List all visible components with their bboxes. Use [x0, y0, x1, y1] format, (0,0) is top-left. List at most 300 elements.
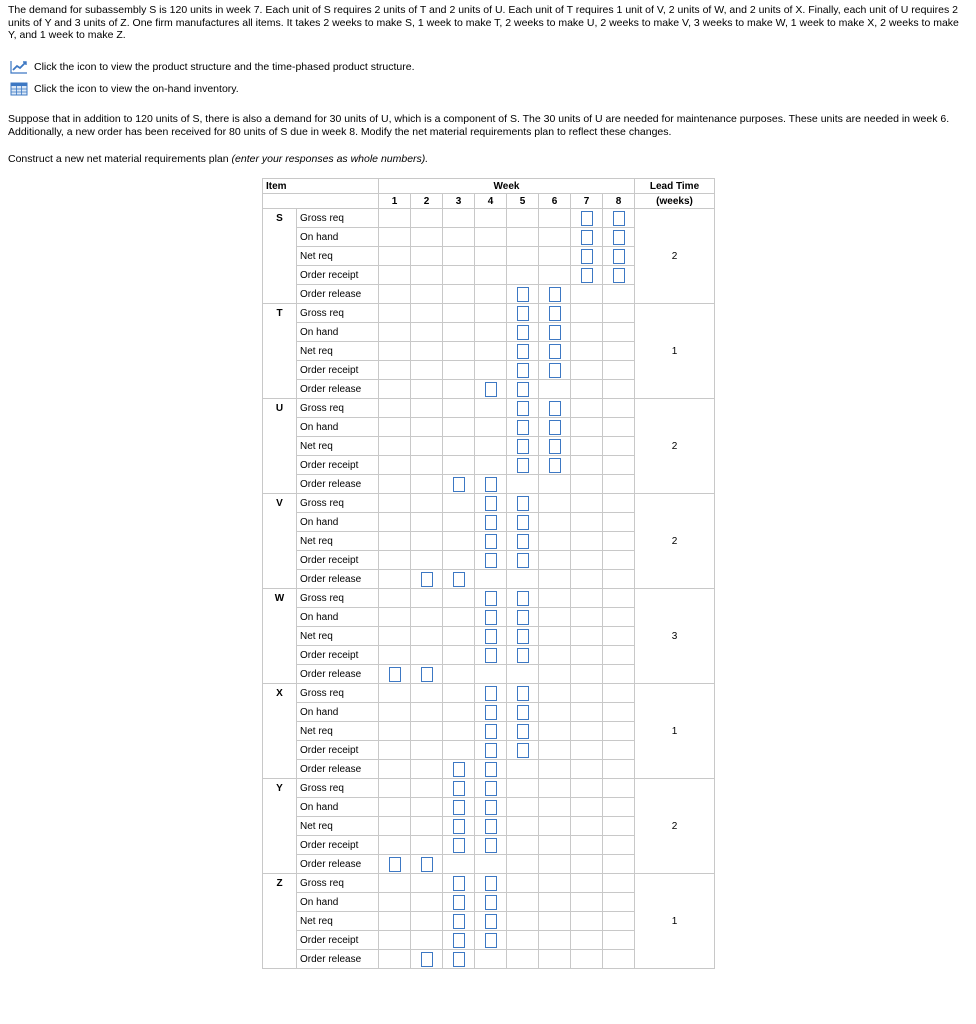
- answer-input[interactable]: [485, 895, 497, 910]
- mrp-cell: [603, 475, 635, 494]
- mrp-cell: [571, 551, 603, 570]
- mrp-cell: [475, 627, 507, 646]
- mrp-cell: [539, 722, 571, 741]
- mrp-cell: [571, 323, 603, 342]
- mrp-cell: [379, 855, 411, 874]
- mrp-cell: [475, 266, 507, 285]
- line-chart-icon[interactable]: [10, 60, 34, 74]
- mrp-cell: [603, 551, 635, 570]
- answer-input[interactable]: [549, 306, 561, 321]
- mrp-cell: [571, 779, 603, 798]
- mrp-cell: [411, 855, 443, 874]
- answer-input[interactable]: [517, 420, 529, 435]
- answer-input[interactable]: [517, 382, 529, 397]
- mrp-cell: [475, 684, 507, 703]
- answer-input[interactable]: [421, 857, 433, 872]
- answer-input[interactable]: [485, 382, 497, 397]
- row-label: On hand: [297, 513, 379, 532]
- answer-input[interactable]: [485, 534, 497, 549]
- row-label: Order receipt: [297, 551, 379, 570]
- mrp-cell: [379, 817, 411, 836]
- product-structure-text: Click the icon to view the product structure and the time-phased product structure.: [34, 61, 415, 73]
- answer-input[interactable]: [517, 705, 529, 720]
- answer-input[interactable]: [517, 439, 529, 454]
- mrp-cell: [475, 361, 507, 380]
- item-name-x: X: [263, 684, 297, 779]
- mrp-cell: [475, 323, 507, 342]
- mrp-cell: [379, 741, 411, 760]
- mrp-cell: [475, 551, 507, 570]
- item-name-u: U: [263, 399, 297, 494]
- mrp-cell: [411, 209, 443, 228]
- answer-input[interactable]: [453, 781, 465, 796]
- answer-input[interactable]: [485, 838, 497, 853]
- mrp-cell: [571, 589, 603, 608]
- mrp-cell: [443, 817, 475, 836]
- mrp-cell: [507, 779, 539, 798]
- row-label: Order receipt: [297, 931, 379, 950]
- answer-input[interactable]: [485, 591, 497, 606]
- mrp-cell: [379, 798, 411, 817]
- mrp-cell: [379, 551, 411, 570]
- mrp-cell: [475, 646, 507, 665]
- answer-input[interactable]: [421, 667, 433, 682]
- mrp-cell: [411, 304, 443, 323]
- mrp-cell: [571, 646, 603, 665]
- mrp-cell: [475, 494, 507, 513]
- answer-input[interactable]: [517, 724, 529, 739]
- mrp-cell: [539, 323, 571, 342]
- mrp-cell: [571, 722, 603, 741]
- mrp-cell: [603, 285, 635, 304]
- mrp-cell: [443, 874, 475, 893]
- week-3: 3: [443, 194, 475, 209]
- mrp-cell: [443, 589, 475, 608]
- answer-input[interactable]: [453, 572, 465, 587]
- answer-input[interactable]: [421, 952, 433, 967]
- mrp-cell: [507, 665, 539, 684]
- mrp-cell: [507, 285, 539, 304]
- mrp-cell: [379, 266, 411, 285]
- lead-time-value: 1: [635, 684, 715, 779]
- mrp-cell: [379, 589, 411, 608]
- mrp-cell: [539, 551, 571, 570]
- row-label: On hand: [297, 798, 379, 817]
- row-label: Gross req: [297, 304, 379, 323]
- mrp-cell: [379, 361, 411, 380]
- mrp-cell: [411, 342, 443, 361]
- answer-input[interactable]: [453, 876, 465, 891]
- mrp-cell: [379, 285, 411, 304]
- mrp-cell: [507, 342, 539, 361]
- answer-input[interactable]: [517, 306, 529, 321]
- mrp-cell: [539, 893, 571, 912]
- mrp-cell: [443, 912, 475, 931]
- mrp-cell: [603, 874, 635, 893]
- item-name-y: Y: [263, 779, 297, 874]
- mrp-cell: [411, 741, 443, 760]
- mrp-cell: [507, 247, 539, 266]
- answer-input[interactable]: [581, 268, 593, 283]
- mrp-cell: [571, 931, 603, 950]
- mrp-cell: [603, 342, 635, 361]
- mrp-cell: [507, 741, 539, 760]
- mrp-cell: [507, 817, 539, 836]
- mrp-cell: [411, 456, 443, 475]
- mrp-cell: [411, 893, 443, 912]
- answer-input[interactable]: [613, 211, 625, 226]
- mrp-cell: [443, 456, 475, 475]
- mrp-cell: [379, 532, 411, 551]
- mrp-cell: [475, 741, 507, 760]
- answer-input[interactable]: [549, 344, 561, 359]
- mrp-cell: [443, 209, 475, 228]
- mrp-cell: [507, 608, 539, 627]
- mrp-cell: [507, 855, 539, 874]
- mrp-cell: [603, 912, 635, 931]
- mrp-cell: [443, 722, 475, 741]
- mrp-cell: [571, 855, 603, 874]
- mrp-cell: [475, 475, 507, 494]
- mrp-cell: [475, 247, 507, 266]
- mrp-cell: [603, 931, 635, 950]
- mrp-cell: [603, 418, 635, 437]
- row-label: Net req: [297, 532, 379, 551]
- row-label: Net req: [297, 342, 379, 361]
- mrp-cell: [539, 228, 571, 247]
- mrp-cell: [411, 418, 443, 437]
- mrp-cell: [539, 456, 571, 475]
- row-label: Order release: [297, 570, 379, 589]
- row-label: Order receipt: [297, 361, 379, 380]
- mrp-cell: [411, 836, 443, 855]
- item-name-z: Z: [263, 874, 297, 969]
- answer-input[interactable]: [581, 230, 593, 245]
- mrp-cell: [411, 627, 443, 646]
- answer-input[interactable]: [517, 610, 529, 625]
- answer-input[interactable]: [453, 914, 465, 929]
- mrp-cell: [507, 513, 539, 532]
- mrp-cell: [507, 418, 539, 437]
- row-label: Gross req: [297, 399, 379, 418]
- mrp-cell: [539, 627, 571, 646]
- mrp-cell: [539, 361, 571, 380]
- problem-intro: The demand for subassembly S is 120 units in week 7. Each unit of S requires 2 units of T and 2 units of U. Each unit of T requires 1 unit of V, 2 units of W, and 2 units of X. Finally, each unit of U requires 2 units of Y and 3 units of Z. One firm manufactures all items. It takes 2 weeks to make S, 1 week to make T, 2 weeks to make U, 2 weeks to make V, 3 weeks to make W, 1 week to make X, 2 weeks to make Y, and 1 week to make Z.: [8, 4, 959, 41]
- mrp-cell: [571, 950, 603, 969]
- mrp-cell: [379, 380, 411, 399]
- answer-input[interactable]: [581, 211, 593, 226]
- mrp-cell: [475, 760, 507, 779]
- mrp-cell: [443, 418, 475, 437]
- answer-input[interactable]: [517, 344, 529, 359]
- answer-input[interactable]: [517, 648, 529, 663]
- answer-input[interactable]: [485, 800, 497, 815]
- mrp-cell: [603, 836, 635, 855]
- answer-input[interactable]: [453, 477, 465, 492]
- answer-input[interactable]: [517, 743, 529, 758]
- mrp-cell: [443, 760, 475, 779]
- mrp-cell: [443, 266, 475, 285]
- answer-input[interactable]: [581, 249, 593, 264]
- mrp-cell: [507, 361, 539, 380]
- mrp-cell: [571, 684, 603, 703]
- mrp-cell: [571, 627, 603, 646]
- mrp-cell: [443, 665, 475, 684]
- item-name-w: W: [263, 589, 297, 684]
- mrp-cell: [443, 608, 475, 627]
- answer-input[interactable]: [485, 648, 497, 663]
- answer-input[interactable]: [549, 287, 561, 302]
- mrp-cell: [379, 456, 411, 475]
- mrp-cell: [379, 323, 411, 342]
- answer-input[interactable]: [421, 572, 433, 587]
- mrp-cell: [539, 760, 571, 779]
- mrp-cell: [443, 627, 475, 646]
- mrp-cell: [411, 399, 443, 418]
- mrp-cell: [571, 817, 603, 836]
- mrp-cell: [411, 266, 443, 285]
- row-label: On hand: [297, 703, 379, 722]
- row-label: Net req: [297, 627, 379, 646]
- mrp-cell: [475, 722, 507, 741]
- week-7: 7: [571, 194, 603, 209]
- answer-input[interactable]: [517, 591, 529, 606]
- answer-input[interactable]: [485, 496, 497, 511]
- mrp-cell: [475, 608, 507, 627]
- row-label: Order release: [297, 475, 379, 494]
- answer-input[interactable]: [485, 819, 497, 834]
- mrp-cell: [443, 437, 475, 456]
- lead-time-value: 2: [635, 494, 715, 589]
- mrp-cell: [603, 646, 635, 665]
- answer-input[interactable]: [549, 401, 561, 416]
- mrp-cell: [411, 703, 443, 722]
- mrp-cell: [539, 209, 571, 228]
- mrp-cell: [379, 703, 411, 722]
- answer-input[interactable]: [549, 420, 561, 435]
- answer-input[interactable]: [485, 686, 497, 701]
- mrp-cell: [603, 570, 635, 589]
- answer-input[interactable]: [517, 401, 529, 416]
- answer-input[interactable]: [549, 439, 561, 454]
- mrp-cell: [411, 608, 443, 627]
- mrp-cell: [379, 893, 411, 912]
- mrp-cell: [571, 475, 603, 494]
- mrp-cell: [443, 950, 475, 969]
- answer-input[interactable]: [485, 553, 497, 568]
- answer-input[interactable]: [389, 857, 401, 872]
- answer-input[interactable]: [517, 534, 529, 549]
- mrp-cell: [443, 855, 475, 874]
- lead-time-value: 2: [635, 779, 715, 874]
- answer-input[interactable]: [485, 762, 497, 777]
- mrp-cell: [571, 665, 603, 684]
- mrp-cell: [411, 779, 443, 798]
- lead-time-value: 2: [635, 209, 715, 304]
- answer-input[interactable]: [549, 363, 561, 378]
- answer-input[interactable]: [485, 933, 497, 948]
- mrp-cell: [475, 798, 507, 817]
- mrp-cell: [539, 399, 571, 418]
- row-label: On hand: [297, 893, 379, 912]
- mrp-cell: [379, 950, 411, 969]
- answer-input[interactable]: [485, 705, 497, 720]
- answer-input[interactable]: [613, 230, 625, 245]
- mrp-cell: [603, 228, 635, 247]
- mrp-cell: [539, 570, 571, 589]
- row-label: Order receipt: [297, 456, 379, 475]
- answer-input[interactable]: [517, 287, 529, 302]
- answer-input[interactable]: [453, 800, 465, 815]
- mrp-cell: [475, 304, 507, 323]
- week-header: Week: [379, 179, 635, 194]
- week-6: 6: [539, 194, 571, 209]
- mrp-cell: [571, 798, 603, 817]
- answer-input[interactable]: [517, 363, 529, 378]
- mrp-cell: [539, 513, 571, 532]
- mrp-cell: [475, 836, 507, 855]
- answer-input[interactable]: [613, 249, 625, 264]
- answer-input[interactable]: [517, 553, 529, 568]
- mrp-cell: [571, 399, 603, 418]
- answer-input[interactable]: [517, 515, 529, 530]
- mrp-cell: [539, 874, 571, 893]
- answer-input[interactable]: [453, 838, 465, 853]
- answer-input[interactable]: [549, 325, 561, 340]
- mrp-cell: [411, 475, 443, 494]
- mrp-cell: [443, 285, 475, 304]
- mrp-cell: [475, 532, 507, 551]
- mrp-cell: [539, 437, 571, 456]
- answer-input[interactable]: [453, 933, 465, 948]
- mrp-cell: [379, 209, 411, 228]
- mrp-row: [263, 304, 715, 323]
- mrp-cell: [411, 228, 443, 247]
- mrp-cell: [507, 722, 539, 741]
- mrp-cell: [539, 589, 571, 608]
- mrp-cell: [571, 836, 603, 855]
- mrp-cell: [379, 475, 411, 494]
- mrp-cell: [603, 760, 635, 779]
- mrp-cell: [411, 798, 443, 817]
- answer-input[interactable]: [485, 876, 497, 891]
- answer-input[interactable]: [485, 477, 497, 492]
- mrp-cell: [603, 494, 635, 513]
- answer-input[interactable]: [485, 743, 497, 758]
- mrp-cell: [475, 950, 507, 969]
- mrp-cell: [411, 684, 443, 703]
- row-label: Order release: [297, 665, 379, 684]
- answer-input[interactable]: [517, 629, 529, 644]
- mrp-cell: [475, 779, 507, 798]
- mrp-cell: [379, 684, 411, 703]
- mrp-cell: [571, 266, 603, 285]
- mrp-cell: [475, 874, 507, 893]
- mrp-cell: [379, 228, 411, 247]
- mrp-cell: [411, 817, 443, 836]
- mrp-cell: [507, 228, 539, 247]
- answer-input[interactable]: [485, 724, 497, 739]
- mrp-cell: [539, 779, 571, 798]
- answer-input[interactable]: [549, 458, 561, 473]
- mrp-cell: [571, 760, 603, 779]
- mrp-cell: [507, 209, 539, 228]
- mrp-cell: [539, 380, 571, 399]
- mrp-cell: [571, 874, 603, 893]
- answer-input[interactable]: [389, 667, 401, 682]
- mrp-cell: [443, 361, 475, 380]
- lead-time-value: 2: [635, 399, 715, 494]
- mrp-cell: [443, 494, 475, 513]
- mrp-cell: [571, 285, 603, 304]
- row-label: On hand: [297, 323, 379, 342]
- mrp-cell: [379, 931, 411, 950]
- answer-input[interactable]: [517, 458, 529, 473]
- table-grid-icon[interactable]: [10, 82, 34, 96]
- answer-input[interactable]: [485, 629, 497, 644]
- mrp-cell: [411, 874, 443, 893]
- mrp-row: [263, 494, 715, 513]
- answer-input[interactable]: [453, 819, 465, 834]
- mrp-cell: [603, 399, 635, 418]
- mrp-cell: [571, 361, 603, 380]
- mrp-cell: [571, 380, 603, 399]
- mrp-cell: [411, 247, 443, 266]
- mrp-cell: [507, 437, 539, 456]
- mrp-cell: [603, 798, 635, 817]
- mrp-cell: [507, 931, 539, 950]
- mrp-cell: [539, 703, 571, 722]
- answer-input[interactable]: [613, 268, 625, 283]
- mrp-cell: [443, 228, 475, 247]
- row-label: Gross req: [297, 779, 379, 798]
- mrp-cell: [507, 836, 539, 855]
- mrp-cell: [411, 722, 443, 741]
- answer-input[interactable]: [453, 952, 465, 967]
- mrp-row: [263, 874, 715, 893]
- mrp-cell: [507, 950, 539, 969]
- item-name-t: T: [263, 304, 297, 399]
- mrp-cell: [411, 760, 443, 779]
- row-label: Gross req: [297, 684, 379, 703]
- answer-input[interactable]: [517, 496, 529, 511]
- mrp-table: [262, 178, 715, 969]
- mrp-cell: [475, 893, 507, 912]
- answer-input[interactable]: [485, 781, 497, 796]
- mrp-cell: [475, 931, 507, 950]
- mrp-cell: [603, 627, 635, 646]
- answer-input[interactable]: [485, 914, 497, 929]
- mrp-cell: [571, 342, 603, 361]
- mrp-cell: [379, 418, 411, 437]
- mrp-cell: [539, 494, 571, 513]
- mrp-cell: [539, 608, 571, 627]
- answer-input[interactable]: [453, 762, 465, 777]
- answer-input[interactable]: [517, 686, 529, 701]
- mrp-cell: [603, 893, 635, 912]
- mrp-cell: [507, 589, 539, 608]
- mrp-cell: [411, 532, 443, 551]
- mrp-cell: [443, 931, 475, 950]
- answer-input[interactable]: [453, 895, 465, 910]
- mrp-cell: [507, 760, 539, 779]
- answer-input[interactable]: [485, 610, 497, 625]
- mrp-cell: [443, 323, 475, 342]
- mrp-cell: [475, 570, 507, 589]
- answer-input[interactable]: [517, 325, 529, 340]
- answer-input[interactable]: [485, 515, 497, 530]
- mrp-cell: [539, 532, 571, 551]
